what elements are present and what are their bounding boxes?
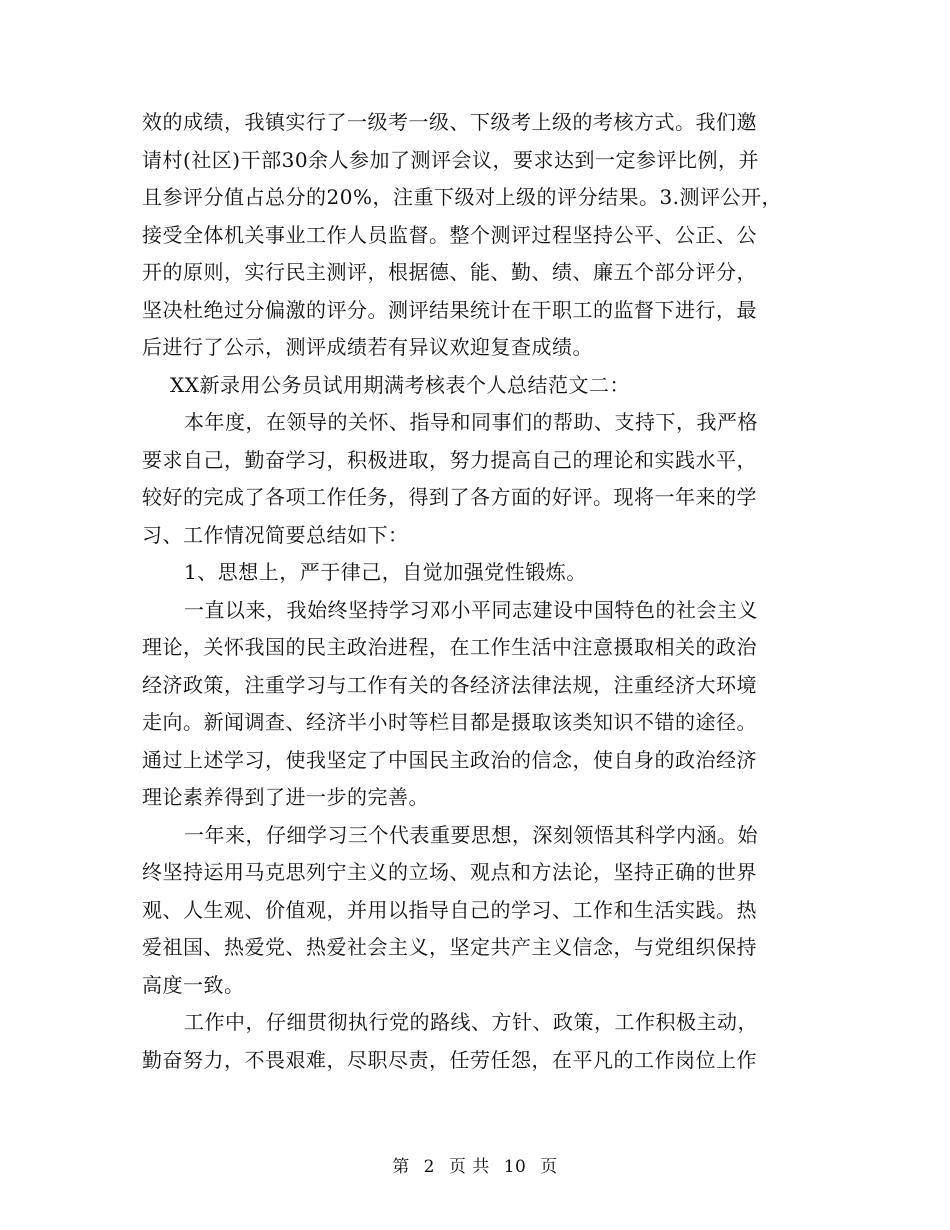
text-line: 较好的完成了各项工作任务，得到了各方面的好评。现将一年来的学 <box>142 485 757 509</box>
text-line: 爱祖国、热爱党、热爱社会主义，坚定共产主义信念，与党组织保持 <box>142 935 757 959</box>
text-line: 接受全体机关事业工作人员监督。整个测评过程坚持公平、公正、公 <box>142 222 757 247</box>
page-number: 2 <box>423 1157 435 1177</box>
text-line: 开的原则，实行民主测评，根据德、能、勤、绩、廉五个部分评分， <box>142 260 757 284</box>
text-line: 工作中，仔细贯彻执行党的路线、方针、政策，工作积极主动， <box>184 1010 758 1034</box>
section-heading: XX新录用公务员试用期满考核表个人总结范文二： <box>170 372 630 397</box>
text-line: 终坚持运用马克思列宁主义的立场、观点和方法论，坚持正确的世界 <box>142 860 757 884</box>
text-line: 习、工作情况简要总结如下： <box>142 522 409 547</box>
text-line: 经济政策，注重学习与工作有关的各经济法律法规，注重经济大环境 <box>142 672 757 697</box>
text-line: 本年度，在领导的关怀、指导和同事们的帮助、支持下，我严格 <box>184 410 758 434</box>
document-body <box>142 104 802 1079</box>
footer-prefix: 第 <box>392 1157 410 1177</box>
text-line: 请村(社区)干部30余人参加了测评会议，要求达到一定参评比例，并 <box>142 147 760 172</box>
text-line: 要求自己，勤奋学习，积极进取，努力提高自己的理论和实践水平， <box>142 447 757 472</box>
text-line: 通过上述学习，使我坚定了中国民主政治的信念，使自身的政治经济 <box>142 747 757 772</box>
text-line: 坚决杜绝过分偏激的评分。测评结果统计在干职工的监督下进行，最 <box>142 297 757 322</box>
text-line: 走向。新闻调查、经济半小时等栏目都是摄取该类知识不错的途径。 <box>142 710 757 734</box>
text-line: 勤奋努力，不畏艰难，尽职尽责，任劳任怨，在平凡的工作岗位上作 <box>142 1047 757 1072</box>
page-footer <box>0 1152 950 1177</box>
subheading: 1、思想上，严于律己，自觉加强党性锻炼。 <box>184 560 587 584</box>
total-pages: 10 <box>503 1157 527 1177</box>
text-line: 一年来，仔细学习三个代表重要思想，深刻领悟其科学内涵。始 <box>184 822 758 847</box>
footer-suffix: 页 <box>540 1157 558 1177</box>
text-line: 后进行了公示，测评成绩若有异议欢迎复查成绩。 <box>142 335 593 359</box>
text-line: 观、人生观、价值观，并用以指导自己的学习、工作和生活实践。热 <box>142 897 757 922</box>
text-line: 一直以来，我始终坚持学习邓小平同志建设中国特色的社会主义 <box>184 597 758 622</box>
text-line: 效的成绩，我镇实行了一级考一级、下级考上级的考核方式。我们邀 <box>142 110 757 134</box>
footer-middle: 页 共 <box>448 1157 490 1177</box>
text-line: 且参评分值占总分的20%，注重下级对上级的评分结果。3.测评公开， <box>142 185 783 209</box>
text-line: 理论，关怀我国的民主政治进程，在工作生活中注意摄取相关的政治 <box>142 635 757 659</box>
text-line: 理论素养得到了进一步的完善。 <box>142 785 429 809</box>
text-line: 高度一致。 <box>142 972 245 997</box>
